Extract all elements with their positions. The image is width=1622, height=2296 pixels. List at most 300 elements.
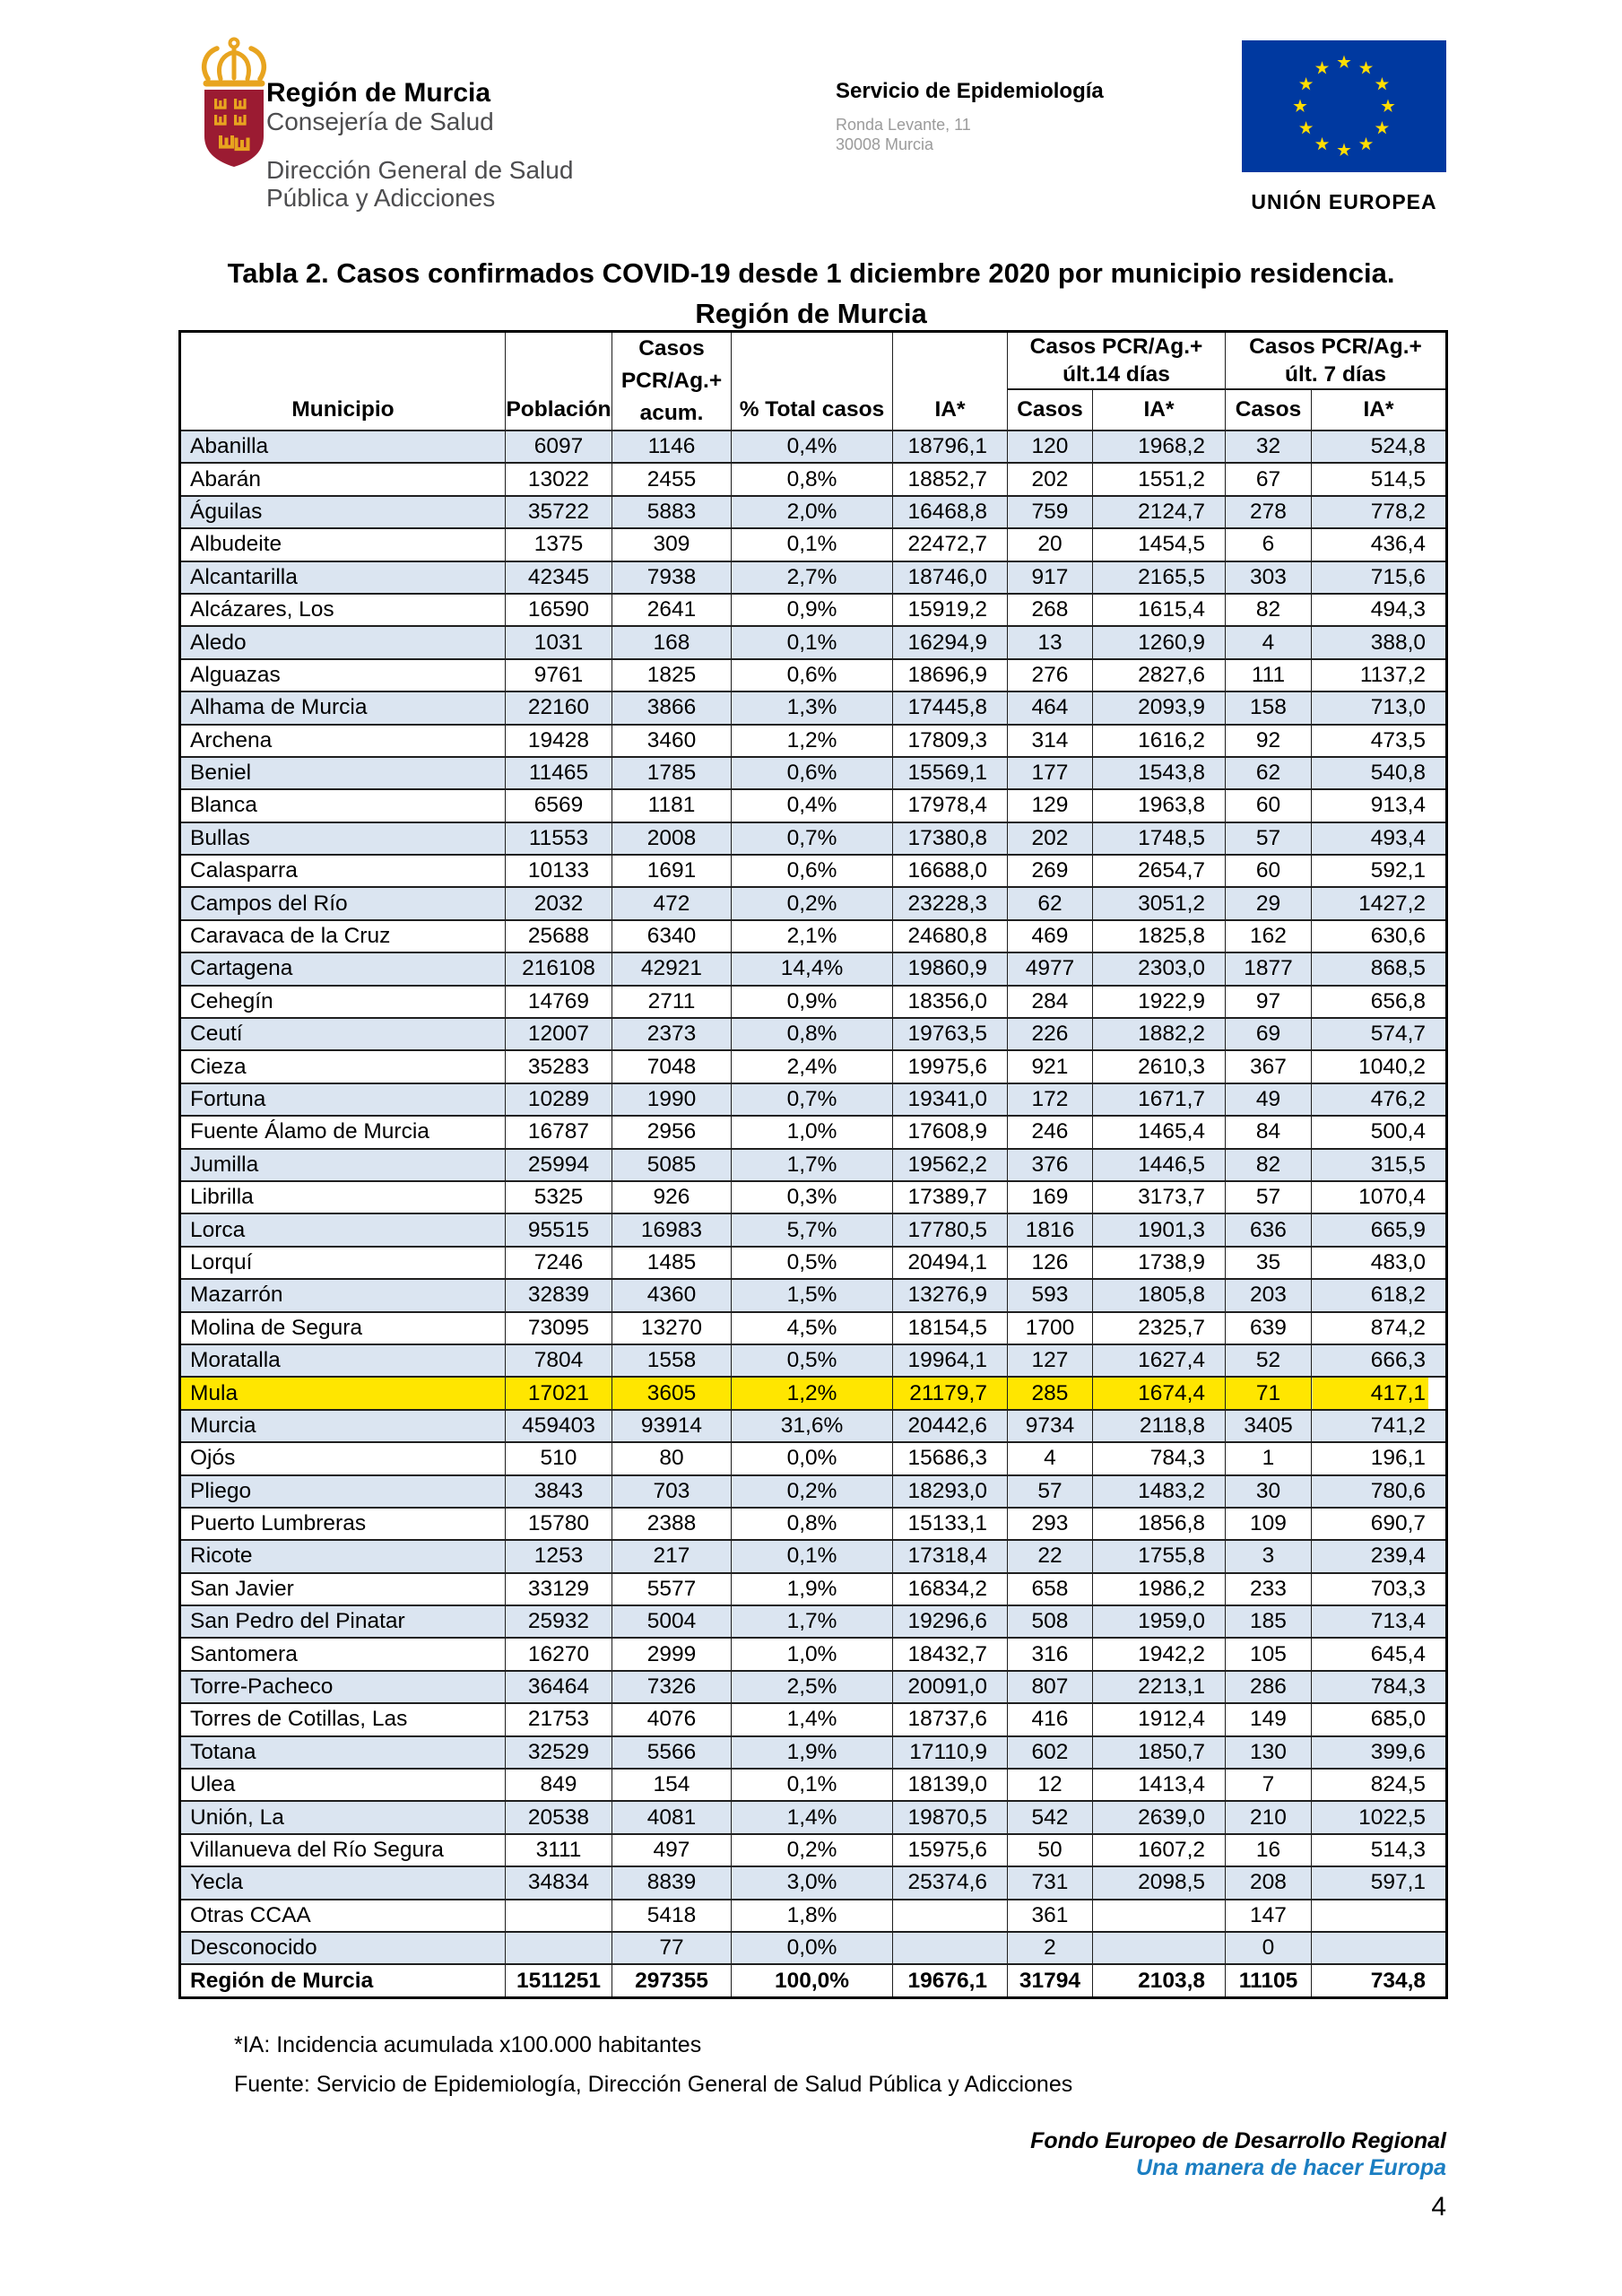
- header-pct-total: % Total casos: [732, 332, 893, 431]
- value-cell: 2373: [612, 1018, 732, 1050]
- value-cell: 514,3: [1312, 1834, 1447, 1866]
- value-cell: 1446,5: [1093, 1149, 1226, 1181]
- value-cell: 13276,9: [893, 1279, 1008, 1311]
- value-cell: 3173,7: [1093, 1181, 1226, 1213]
- value-cell: 17780,5: [893, 1213, 1008, 1246]
- value-cell: 49: [1226, 1083, 1312, 1116]
- table-row: [180, 1050, 1447, 1083]
- value-cell: 17389,7: [893, 1181, 1008, 1213]
- value-cell: 6: [1226, 528, 1312, 561]
- table-row: [180, 725, 1447, 757]
- value-cell: 15780: [506, 1508, 612, 1540]
- value-cell: 276: [1008, 659, 1093, 691]
- municipio-cell: Abanilla: [180, 430, 506, 463]
- value-cell: 1816: [1008, 1213, 1093, 1246]
- value-cell: 60: [1226, 789, 1312, 822]
- table-row: [180, 1442, 1447, 1474]
- table-row: [180, 1181, 1447, 1213]
- value-cell: 690,7: [1312, 1508, 1447, 1540]
- value-cell: 713,4: [1312, 1605, 1447, 1638]
- direccion-general-text: Dirección General de Salud Pública y Adicciones: [266, 156, 574, 212]
- value-cell: 0,8%: [732, 463, 893, 495]
- municipio-cell: Unión, La: [180, 1801, 506, 1833]
- value-cell: 361: [1008, 1900, 1093, 1932]
- value-cell: 715,6: [1312, 561, 1447, 594]
- value-cell: 105: [1226, 1638, 1312, 1670]
- municipio-cell: Albudeite: [180, 528, 506, 561]
- value-cell: 35: [1226, 1247, 1312, 1279]
- value-cell: 1511251: [506, 1964, 612, 1997]
- value-cell: 25374,6: [893, 1866, 1008, 1899]
- value-cell: 1,9%: [732, 1736, 893, 1769]
- table-row: [180, 1638, 1447, 1670]
- municipio-cell: Pliego: [180, 1475, 506, 1508]
- document-footer: [1030, 2127, 1446, 2221]
- value-cell: 1755,8: [1093, 1540, 1226, 1572]
- value-cell: 542: [1008, 1801, 1093, 1833]
- value-cell: 1040,2: [1312, 1050, 1447, 1083]
- value-cell: 1137,2: [1312, 659, 1447, 691]
- value-cell: [893, 1932, 1008, 1964]
- value-cell: 18796,1: [893, 430, 1008, 463]
- region-title: Región de Murcia: [266, 78, 491, 108]
- value-cell: 1: [1226, 1442, 1312, 1474]
- value-cell: 1,2%: [732, 1377, 893, 1409]
- value-cell: 7326: [612, 1671, 732, 1703]
- value-cell: 2165,5: [1093, 561, 1226, 594]
- value-cell: 92: [1226, 725, 1312, 757]
- municipio-cell: Cartagena: [180, 952, 506, 985]
- table-row: [180, 691, 1447, 724]
- value-cell: 57: [1226, 822, 1312, 855]
- table-row: [180, 1703, 1447, 1735]
- value-cell: 1986,2: [1093, 1573, 1226, 1605]
- page-number: 4: [1431, 2192, 1446, 2222]
- value-cell: 741,2: [1312, 1410, 1447, 1442]
- value-cell: 524,8: [1312, 430, 1447, 463]
- value-cell: 216108: [506, 952, 612, 985]
- value-cell: 778,2: [1312, 496, 1447, 528]
- table-row: [180, 659, 1447, 691]
- table-row: [180, 1279, 1447, 1311]
- value-cell: 1825,8: [1093, 920, 1226, 952]
- value-cell: 658: [1008, 1573, 1093, 1605]
- value-cell: 202: [1008, 822, 1093, 855]
- value-cell: 3866: [612, 691, 732, 724]
- municipio-cell: Torres de Cotillas, Las: [180, 1703, 506, 1735]
- value-cell: 93914: [612, 1410, 732, 1442]
- value-cell: 913,4: [1312, 789, 1447, 822]
- value-cell: 15133,1: [893, 1508, 1008, 1540]
- header-ia: IA*: [893, 332, 1008, 431]
- table-row: [180, 1573, 1447, 1605]
- value-cell: 2641: [612, 594, 732, 626]
- value-cell: 18139,0: [893, 1769, 1008, 1801]
- value-cell: 2999: [612, 1638, 732, 1670]
- municipio-cell: Alguazas: [180, 659, 506, 691]
- value-cell: 780,6: [1312, 1475, 1447, 1508]
- value-cell: 168: [612, 626, 732, 658]
- table-row: [180, 1116, 1447, 1148]
- table-row: [180, 1312, 1447, 1344]
- value-cell: 494,3: [1312, 594, 1447, 626]
- value-cell: 25688: [506, 920, 612, 952]
- value-cell: 1,7%: [732, 1149, 893, 1181]
- value-cell: 20538: [506, 1801, 612, 1833]
- value-cell: 388,0: [1312, 626, 1447, 658]
- value-cell: 1181: [612, 789, 732, 822]
- municipio-cell: Puerto Lumbreras: [180, 1508, 506, 1540]
- page-title: [0, 253, 1622, 334]
- value-cell: 2610,3: [1093, 1050, 1226, 1083]
- value-cell: 2654,7: [1093, 855, 1226, 887]
- value-cell: 2827,6: [1093, 659, 1226, 691]
- value-cell: 23228,3: [893, 887, 1008, 919]
- title-line2: Región de Murcia: [695, 298, 927, 329]
- value-cell: 1627,4: [1093, 1344, 1226, 1377]
- value-cell: 284: [1008, 986, 1093, 1018]
- value-cell: 34834: [506, 1866, 612, 1899]
- table-row: [180, 1475, 1447, 1508]
- value-cell: 111: [1226, 659, 1312, 691]
- value-cell: 734,8: [1312, 1964, 1447, 1997]
- value-cell: 436,4: [1312, 528, 1447, 561]
- value-cell: 17445,8: [893, 691, 1008, 724]
- value-cell: 1,2%: [732, 725, 893, 757]
- value-cell: 97: [1226, 986, 1312, 1018]
- value-cell: 62: [1008, 887, 1093, 919]
- value-cell: 246: [1008, 1116, 1093, 1148]
- table-row: [180, 1149, 1447, 1181]
- value-cell: 100,0%: [732, 1964, 893, 1997]
- footnotes: [234, 2025, 1072, 2104]
- value-cell: 5577: [612, 1573, 732, 1605]
- value-cell: 0,6%: [732, 659, 893, 691]
- value-cell: 9734: [1008, 1410, 1093, 1442]
- table-row: [180, 626, 1447, 658]
- value-cell: 0,1%: [732, 528, 893, 561]
- value-cell: 19562,2: [893, 1149, 1008, 1181]
- table-row: [180, 1801, 1447, 1833]
- value-cell: 169: [1008, 1181, 1093, 1213]
- value-cell: 10133: [506, 855, 612, 887]
- value-cell: 19676,1: [893, 1964, 1008, 1997]
- table-row: [180, 887, 1447, 919]
- value-cell: 917: [1008, 561, 1093, 594]
- value-cell: 1543,8: [1093, 757, 1226, 789]
- table-row: [180, 855, 1447, 887]
- value-cell: 2213,1: [1093, 1671, 1226, 1703]
- value-cell: 1959,0: [1093, 1605, 1226, 1638]
- value-cell: 508: [1008, 1605, 1093, 1638]
- value-cell: 82: [1226, 1149, 1312, 1181]
- value-cell: 297355: [612, 1964, 732, 1997]
- value-cell: 2032: [506, 887, 612, 919]
- value-cell: 303: [1226, 561, 1312, 594]
- value-cell: 25932: [506, 1605, 612, 1638]
- value-cell: 2,1%: [732, 920, 893, 952]
- value-cell: 3111: [506, 1834, 612, 1866]
- value-cell: 2118,8: [1093, 1410, 1226, 1442]
- table-row: [180, 1213, 1447, 1246]
- value-cell: 31,6%: [732, 1410, 893, 1442]
- municipio-cell: Desconocido: [180, 1932, 506, 1964]
- municipio-cell: Región de Murcia: [180, 1964, 506, 1997]
- municipio-cell: Archena: [180, 725, 506, 757]
- value-cell: 5,7%: [732, 1213, 893, 1246]
- value-cell: 19870,5: [893, 1801, 1008, 1833]
- value-cell: 0,4%: [732, 430, 893, 463]
- header-ia-7: IA*: [1312, 389, 1447, 430]
- value-cell: 17021: [506, 1377, 612, 1409]
- value-cell: 1483,2: [1093, 1475, 1226, 1508]
- value-cell: 9761: [506, 659, 612, 691]
- value-cell: 149: [1226, 1703, 1312, 1735]
- value-cell: 472: [612, 887, 732, 919]
- value-cell: 459403: [506, 1410, 612, 1442]
- value-cell: 0,3%: [732, 1181, 893, 1213]
- value-cell: 71: [1226, 1377, 1312, 1409]
- table-row: [180, 920, 1447, 952]
- value-cell: 32839: [506, 1279, 612, 1311]
- table-row: [180, 1018, 1447, 1050]
- value-cell: 18746,0: [893, 561, 1008, 594]
- value-cell: 3843: [506, 1475, 612, 1508]
- value-cell: 17608,9: [893, 1116, 1008, 1148]
- value-cell: 19964,1: [893, 1344, 1008, 1377]
- consejeria-subtitle: Consejería de Salud: [266, 108, 494, 135]
- municipio-cell: Ojós: [180, 1442, 506, 1474]
- municipio-cell: Totana: [180, 1736, 506, 1769]
- value-cell: 14,4%: [732, 952, 893, 985]
- value-cell: 226: [1008, 1018, 1093, 1050]
- value-cell: 35283: [506, 1050, 612, 1083]
- value-cell: 6569: [506, 789, 612, 822]
- value-cell: 126: [1008, 1247, 1093, 1279]
- value-cell: 0,5%: [732, 1344, 893, 1377]
- value-cell: 62: [1226, 757, 1312, 789]
- table-row: [180, 1083, 1447, 1116]
- value-cell: 4977: [1008, 952, 1093, 985]
- value-cell: 15919,2: [893, 594, 1008, 626]
- value-cell: 203: [1226, 1279, 1312, 1311]
- value-cell: 1942,2: [1093, 1638, 1226, 1670]
- header-casos-acum: Casos PCR/Ag.+ acum.: [612, 332, 732, 431]
- value-cell: 399,6: [1312, 1736, 1447, 1769]
- value-cell: 0,6%: [732, 757, 893, 789]
- value-cell: 1615,4: [1093, 594, 1226, 626]
- value-cell: 636: [1226, 1213, 1312, 1246]
- value-cell: 0,1%: [732, 1540, 893, 1572]
- value-cell: 416: [1008, 1703, 1093, 1735]
- value-cell: 497: [612, 1834, 732, 1866]
- value-cell: 849: [506, 1769, 612, 1801]
- table-row: [180, 1410, 1447, 1442]
- value-cell: 3: [1226, 1540, 1312, 1572]
- value-cell: 367: [1226, 1050, 1312, 1083]
- table-row: [180, 1736, 1447, 1769]
- value-cell: 2,0%: [732, 496, 893, 528]
- value-cell: 731: [1008, 1866, 1093, 1899]
- value-cell: 0: [1226, 1932, 1312, 1964]
- municipio-cell: Cehegín: [180, 986, 506, 1018]
- value-cell: 16983: [612, 1213, 732, 1246]
- value-cell: 3605: [612, 1377, 732, 1409]
- value-cell: 1427,2: [1312, 887, 1447, 919]
- header-poblacion: Población: [506, 332, 612, 431]
- value-cell: 1485: [612, 1247, 732, 1279]
- value-cell: 1671,7: [1093, 1083, 1226, 1116]
- value-cell: 7246: [506, 1247, 612, 1279]
- value-cell: 0,5%: [732, 1247, 893, 1279]
- value-cell: 196,1: [1312, 1442, 1447, 1474]
- murcia-logo-text: [266, 79, 573, 212]
- value-cell: 21753: [506, 1703, 612, 1735]
- value-cell: [893, 1900, 1008, 1932]
- eu-flag-icon: [1242, 40, 1446, 172]
- value-cell: 36464: [506, 1671, 612, 1703]
- value-cell: 4,5%: [732, 1312, 893, 1344]
- value-cell: 1607,2: [1093, 1834, 1226, 1866]
- table-row: [180, 1900, 1447, 1932]
- value-cell: 18154,5: [893, 1312, 1008, 1344]
- value-cell: 15686,3: [893, 1442, 1008, 1474]
- value-cell: 77: [612, 1932, 732, 1964]
- value-cell: 19975,6: [893, 1050, 1008, 1083]
- value-cell: 2,4%: [732, 1050, 893, 1083]
- value-cell: 20091,0: [893, 1671, 1008, 1703]
- value-cell: 473,5: [1312, 725, 1447, 757]
- value-cell: 69: [1226, 1018, 1312, 1050]
- value-cell: 8839: [612, 1866, 732, 1899]
- value-cell: 0,9%: [732, 594, 893, 626]
- value-cell: 3051,2: [1093, 887, 1226, 919]
- value-cell: 60: [1226, 855, 1312, 887]
- value-cell: 16834,2: [893, 1573, 1008, 1605]
- municipio-cell: Calasparra: [180, 855, 506, 887]
- municipio-cell: Santomera: [180, 1638, 506, 1670]
- value-cell: 4: [1008, 1442, 1093, 1474]
- value-cell: 376: [1008, 1149, 1093, 1181]
- value-cell: 2,7%: [732, 561, 893, 594]
- value-cell: 33129: [506, 1573, 612, 1605]
- value-cell: 2,5%: [732, 1671, 893, 1703]
- municipio-cell: Librilla: [180, 1181, 506, 1213]
- value-cell: 11105: [1226, 1964, 1312, 1997]
- value-cell: 25994: [506, 1149, 612, 1181]
- value-cell: 1413,4: [1093, 1769, 1226, 1801]
- value-cell: 2008: [612, 822, 732, 855]
- value-cell: 18852,7: [893, 463, 1008, 495]
- value-cell: 1616,2: [1093, 725, 1226, 757]
- table-row: [180, 528, 1447, 561]
- value-cell: 52: [1226, 1344, 1312, 1377]
- value-cell: 32: [1226, 430, 1312, 463]
- value-cell: 1963,8: [1093, 789, 1226, 822]
- header-ia-14: IA*: [1093, 389, 1226, 430]
- value-cell: 19860,9: [893, 952, 1008, 985]
- value-cell: 1877: [1226, 952, 1312, 985]
- value-cell: 30: [1226, 1475, 1312, 1508]
- table-row: [180, 1344, 1447, 1377]
- value-cell: 0,6%: [732, 855, 893, 887]
- value-cell: 2303,0: [1093, 952, 1226, 985]
- value-cell: 10289: [506, 1083, 612, 1116]
- table-row: [180, 430, 1447, 463]
- value-cell: 5325: [506, 1181, 612, 1213]
- municipio-cell: Otras CCAA: [180, 1900, 506, 1932]
- value-cell: 656,8: [1312, 986, 1447, 1018]
- value-cell: 874,2: [1312, 1312, 1447, 1344]
- value-cell: 1558: [612, 1344, 732, 1377]
- value-cell: 129: [1008, 789, 1093, 822]
- value-cell: 285: [1008, 1377, 1093, 1409]
- value-cell: 7938: [612, 561, 732, 594]
- municipio-cell: Ricote: [180, 1540, 506, 1572]
- value-cell: 2639,0: [1093, 1801, 1226, 1833]
- value-cell: 1,4%: [732, 1801, 893, 1833]
- value-cell: 1691: [612, 855, 732, 887]
- value-cell: 0,2%: [732, 1834, 893, 1866]
- value-cell: 18696,9: [893, 659, 1008, 691]
- value-cell: 6340: [612, 920, 732, 952]
- value-cell: 784,3: [1312, 1671, 1447, 1703]
- value-cell: 1,9%: [732, 1573, 893, 1605]
- value-cell: 16590: [506, 594, 612, 626]
- value-cell: 20: [1008, 528, 1093, 561]
- value-cell: 4360: [612, 1279, 732, 1311]
- value-cell: 0,1%: [732, 626, 893, 658]
- table-row: [180, 986, 1447, 1018]
- source-footnote: Fuente: Servicio de Epidemiología, Dirección General de Salud Pública y Adicciones: [234, 2072, 1073, 2097]
- header-municipio: Municipio: [180, 332, 506, 431]
- municipio-cell: Alhama de Murcia: [180, 691, 506, 724]
- eu-flag-block: [1242, 40, 1446, 214]
- value-cell: 1901,3: [1093, 1213, 1226, 1246]
- municipio-cell: Águilas: [180, 496, 506, 528]
- value-cell: 95515: [506, 1213, 612, 1246]
- value-cell: 807: [1008, 1671, 1093, 1703]
- value-cell: 109: [1226, 1508, 1312, 1540]
- value-cell: 14769: [506, 986, 612, 1018]
- value-cell: 19296,6: [893, 1605, 1008, 1638]
- value-cell: 665,9: [1312, 1213, 1447, 1246]
- municipio-cell: Lorquí: [180, 1247, 506, 1279]
- value-cell: 80: [612, 1442, 732, 1474]
- value-cell: [506, 1900, 612, 1932]
- value-cell: 1968,2: [1093, 430, 1226, 463]
- value-cell: 202: [1008, 463, 1093, 495]
- value-cell: 685,0: [1312, 1703, 1447, 1735]
- value-cell: 1,0%: [732, 1116, 893, 1148]
- value-cell: 1748,5: [1093, 822, 1226, 855]
- municipio-cell: Fortuna: [180, 1083, 506, 1116]
- value-cell: 1850,7: [1093, 1736, 1226, 1769]
- municipio-cell: Campos del Río: [180, 887, 506, 919]
- value-cell: 1,7%: [732, 1605, 893, 1638]
- value-cell: 32529: [506, 1736, 612, 1769]
- value-cell: 3405: [1226, 1410, 1312, 1442]
- value-cell: 2956: [612, 1116, 732, 1148]
- value-cell: 1260,9: [1093, 626, 1226, 658]
- value-cell: 12: [1008, 1769, 1093, 1801]
- value-cell: 120: [1008, 430, 1093, 463]
- value-cell: 5566: [612, 1736, 732, 1769]
- value-cell: 15569,1: [893, 757, 1008, 789]
- value-cell: 2455: [612, 463, 732, 495]
- value-cell: 1551,2: [1093, 463, 1226, 495]
- value-cell: 2325,7: [1093, 1312, 1226, 1344]
